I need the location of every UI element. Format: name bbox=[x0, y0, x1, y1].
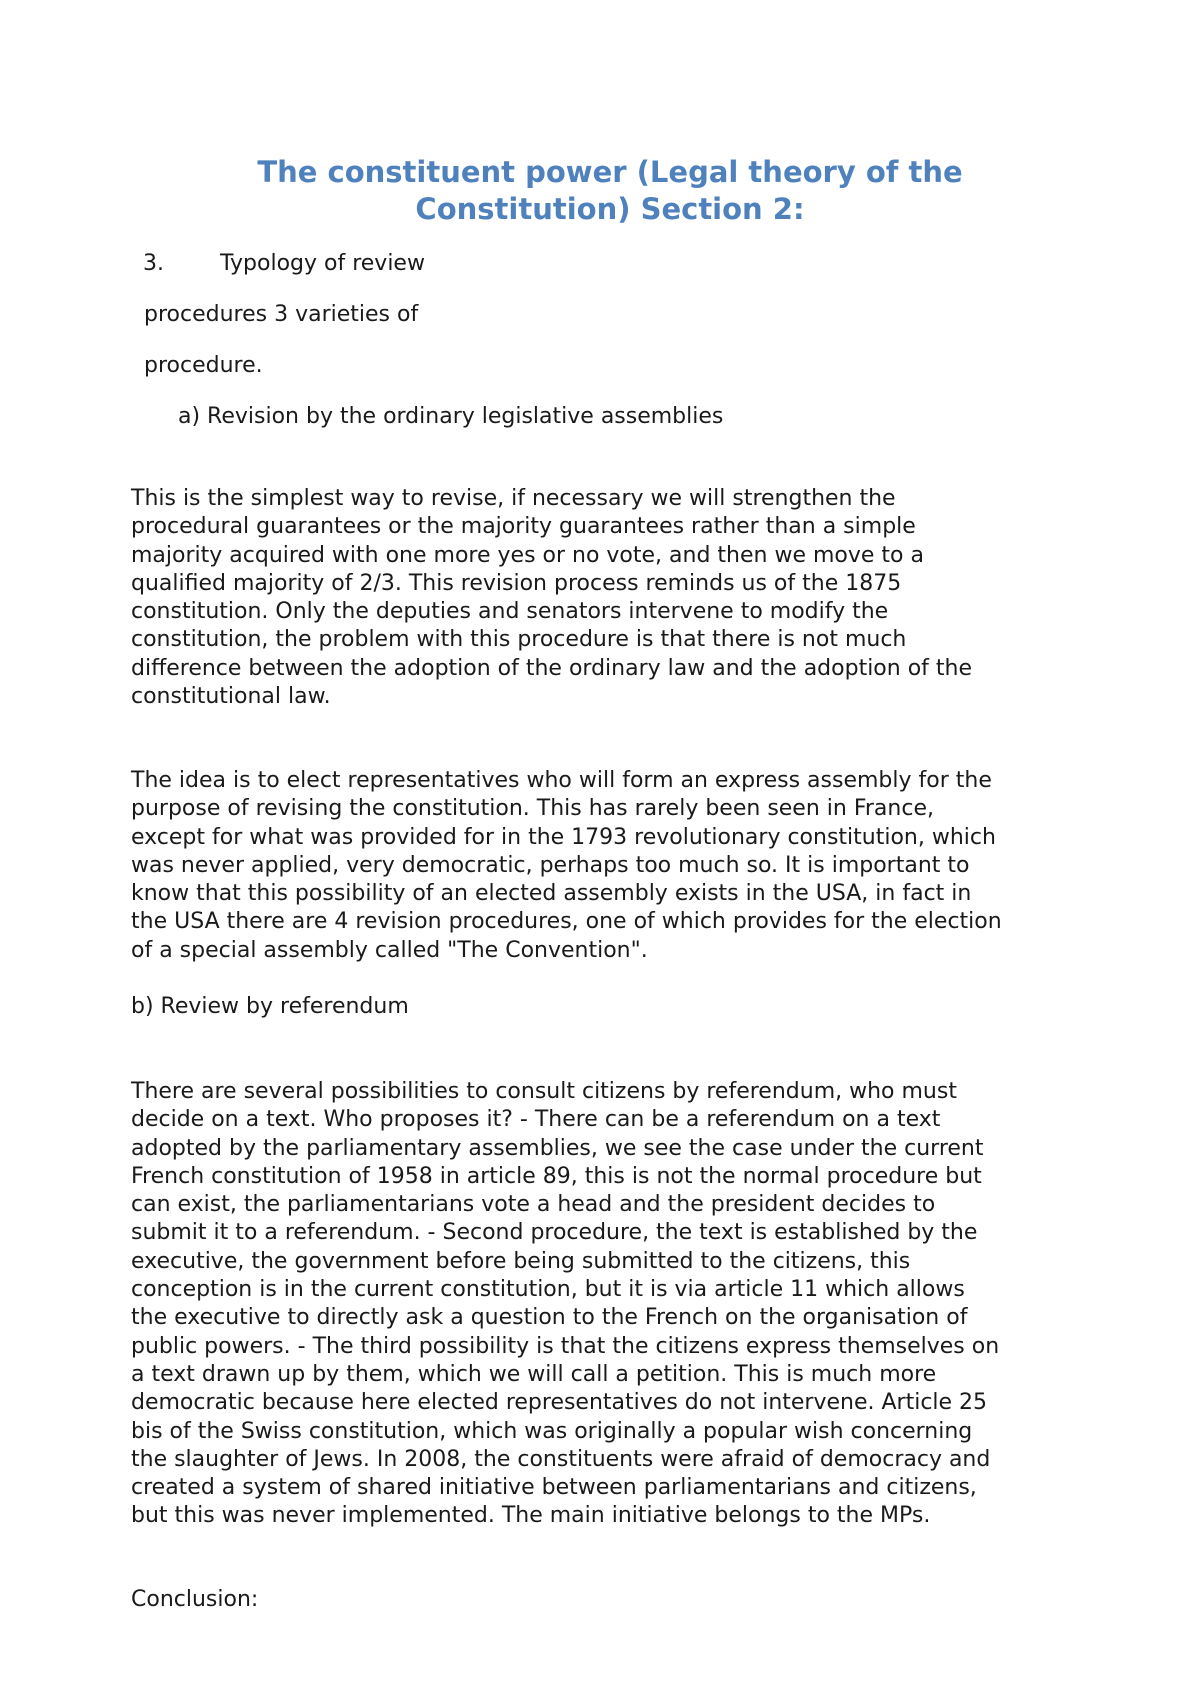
text-line: democratic because here elected representatives do not intervene. Article 25 bbox=[131, 1390, 988, 1416]
title-line-1: The constituent power (Legal theory of the bbox=[257, 155, 963, 189]
text-line: the slaughter of Jews. In 2008, the constituents were afraid of democracy and bbox=[131, 1446, 991, 1472]
text-line: bis of the Swiss constitution, which was originally a popular wish concerning bbox=[131, 1418, 973, 1444]
text-line: submit it to a referendum. - Second procedure, the text is established by the bbox=[131, 1220, 978, 1246]
list-item-text: Typology of review bbox=[220, 251, 425, 276]
text-line: a text drawn up by them, which we will call a petition. This is much more bbox=[131, 1361, 937, 1387]
text-line: French constitution of 1958 in article 89, this is not the normal procedure but bbox=[131, 1163, 982, 1189]
conclusion-heading: Conclusion: bbox=[131, 1587, 259, 1612]
text-line: qualified majority of 2/3. This revision process reminds us of the 1875 bbox=[131, 570, 902, 596]
list-item-3-continuation-2: procedure. bbox=[144, 353, 263, 378]
text-line: This is the simplest way to revise, if necessary we will strengthen the bbox=[131, 486, 896, 511]
paragraph-elected-assembly bbox=[131, 767, 1131, 965]
paragraph-referendum bbox=[131, 1078, 1131, 1531]
text-line: The idea is to elect representatives who will form an express assembly for the bbox=[131, 768, 992, 793]
text-line: conception is in the current constitution, but it is via article 11 which allows bbox=[131, 1277, 965, 1303]
text-line: but this was never implemented. The main initiative belongs to the MPs. bbox=[131, 1503, 931, 1529]
text-line: of a special assembly called "The Convention". bbox=[131, 937, 648, 963]
text-line: difference between the adoption of the ordinary law and the adoption of the bbox=[131, 655, 973, 681]
list-item-3 bbox=[143, 250, 425, 278]
paragraph-ordinary-assemblies bbox=[131, 485, 1131, 711]
text-line: know that this possibility of an elected assembly exists in the USA, in fact in bbox=[131, 881, 972, 907]
list-item-3-continuation-1: procedures 3 varieties of bbox=[144, 302, 419, 327]
text-line: created a system of shared initiative between parliamentarians and citizens, bbox=[131, 1475, 977, 1501]
text-line: the executive to directly ask a question to the French on the organisation of bbox=[131, 1305, 968, 1331]
subheading-b: b) Review by referendum bbox=[131, 994, 409, 1019]
text-line: executive, the government before being submitted to the citizens, this bbox=[131, 1248, 911, 1274]
text-line: public powers. - The third possibility is that the citizens express themselves on bbox=[131, 1333, 1000, 1359]
list-item-number: 3. bbox=[143, 251, 164, 276]
text-line: constitutional law. bbox=[131, 684, 331, 710]
text-line: can exist, the parliamentarians vote a head and the president decides to bbox=[131, 1192, 936, 1218]
text-line: majority acquired with one more yes or no vote, and then we move to a bbox=[131, 542, 924, 568]
text-line: There are several possibilities to consult citizens by referendum, who must bbox=[131, 1079, 957, 1104]
title-line-2: Constitution) Section 2: bbox=[415, 192, 805, 226]
text-line: constitution. Only the deputies and senators intervene to modify the bbox=[131, 599, 889, 625]
text-line: except for what was provided for in the 1793 revolutionary constitution, which bbox=[131, 824, 996, 850]
text-line: purpose of revising the constitution. This has rarely been seen in France, bbox=[131, 796, 934, 822]
document-title bbox=[150, 154, 1070, 228]
text-line: decide on a text. Who proposes it? - There can be a referendum on a text bbox=[131, 1107, 941, 1133]
text-line: procedural guarantees or the majority guarantees rather than a simple bbox=[131, 514, 916, 540]
text-line: adopted by the parliamentary assemblies, we see the case under the current bbox=[131, 1135, 984, 1161]
text-line: was never applied, very democratic, perhaps too much so. It is important to bbox=[131, 852, 970, 878]
text-line: constitution, the problem with this procedure is that there is not much bbox=[131, 627, 907, 653]
text-line: the USA there are 4 revision procedures, one of which provides for the election bbox=[131, 909, 1002, 935]
subheading-a: a) Revision by the ordinary legislative assemblies bbox=[178, 404, 724, 429]
